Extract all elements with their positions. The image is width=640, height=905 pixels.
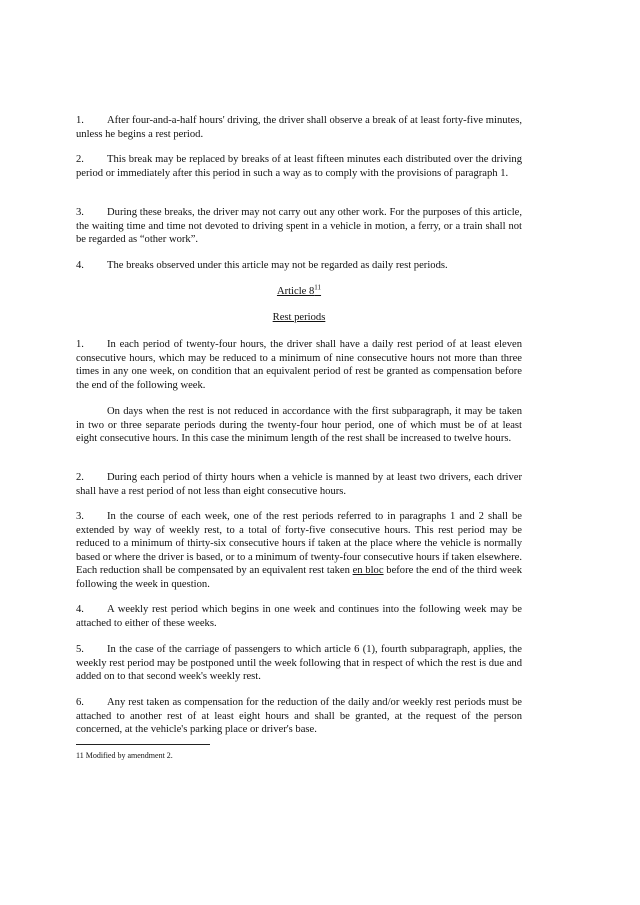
paragraph-number: 3. (76, 207, 84, 218)
rest-paragraph-2 (76, 471, 522, 498)
paragraph-number: 5. (76, 644, 84, 655)
paragraph-text: In each period of twenty-four hours, the driver shall have a daily rest period of at least eleven consecutive hours, which may be reduced to a minimum of nine consecutive hours not more than three times in any one week, on condition that an equivalent period of rest be granted as compensation before the end of the following week. (76, 339, 522, 391)
paragraph-number: 4. (76, 604, 84, 615)
paragraph-text: A weekly rest period which begins in one week and continues into the following week may be attached to either of these weeks. (76, 604, 522, 629)
break-paragraph-3 (76, 206, 522, 247)
rest-paragraph-4 (76, 603, 522, 630)
paragraph-text: This break may be replaced by breaks of at least fifteen minutes each distributed over the driving period or immediately after this period in such a way as to comply with the provisions of paragraph 1. (76, 154, 522, 179)
break-paragraph-1 (76, 114, 522, 141)
rest-paragraph-1-subparagraph: On days when the rest is not reduced in accordance with the first subparagraph, it may be taken in two or three separate periods during the twenty-four hour period, one of which must be of at least eight consecutive hours. In this case the minimum length of the rest shall be increased to twelve hours. (76, 406, 522, 445)
paragraph-number: 2. (76, 154, 84, 165)
paragraph-number: 1. (76, 339, 84, 350)
paragraph-text-end: before the end of the third week following the week in question. (76, 565, 522, 590)
article-title: Article 8 (276, 286, 315, 297)
footnote-divider (76, 744, 210, 745)
paragraph-text: After four-and-a-half hours' driving, the driver shall observe a break of at least forty-five minutes, unless he begins a rest period. (76, 115, 522, 140)
en-bloc-term: en bloc (352, 565, 384, 577)
paragraph-text: During each period of thirty hours when a vehicle is manned by at least two drivers, each driver shall have a rest period of not less than eight consecutive hours. (76, 472, 522, 497)
break-paragraph-4 (76, 259, 522, 273)
paragraph-number: 1. (76, 115, 84, 126)
break-paragraph-2 (76, 153, 522, 180)
paragraph-text: The breaks observed under this article may not be regarded as daily rest periods. (107, 260, 448, 271)
rest-paragraph-6 (76, 696, 522, 737)
rest-paragraph-3 (76, 510, 522, 592)
section-subtitle: Rest periods (272, 312, 326, 323)
paragraph-number: 3. (76, 511, 84, 522)
rest-paragraph-1 (76, 338, 522, 392)
footnote: 11 Modified by amendment 2. (76, 751, 173, 760)
paragraph-text-start: In the course of each week, one of the rest periods referred to in paragraphs 1 and 2 shall be extended by way of weekly rest, to a total of forty-five consecutive hours. This rest period may be reduced to a minimum of thirty-six consecutive hours if taken at the place where the vehicle is normally based or where the driver is based, or to a minimum of twenty-four consecutive hours if taken elsewhere. Each reduction shall be compensated by an equivalent rest taken (76, 511, 522, 577)
paragraph-text: During these breaks, the driver may not carry out any other work. For the purposes of this article, the waiting time and time not devoted to driving spent in a vehicle in motion, a ferry, or a train shall not be regarded as “other work”. (76, 207, 522, 246)
paragraph-number: 4. (76, 260, 84, 271)
paragraph-text: Any rest taken as compensation for the reduction of the daily and/or weekly rest periods must be attached to another rest of at least eight hours and shall be granted, at the request of the person concerned, at the vehicle's parking place or driver's base. (76, 697, 522, 736)
paragraph-number: 6. (76, 697, 84, 708)
article-heading (76, 285, 522, 299)
rest-paragraph-5 (76, 643, 522, 684)
paragraph-text: In the case of the carriage of passengers to which article 6 (1), fourth subparagraph, applies, the weekly rest period may be postponed until the week following that in respect of which the rest is due and added on to that second week's weekly rest. (76, 644, 522, 683)
footnote-reference: 11 (314, 283, 322, 292)
paragraph-number: 2. (76, 472, 84, 483)
